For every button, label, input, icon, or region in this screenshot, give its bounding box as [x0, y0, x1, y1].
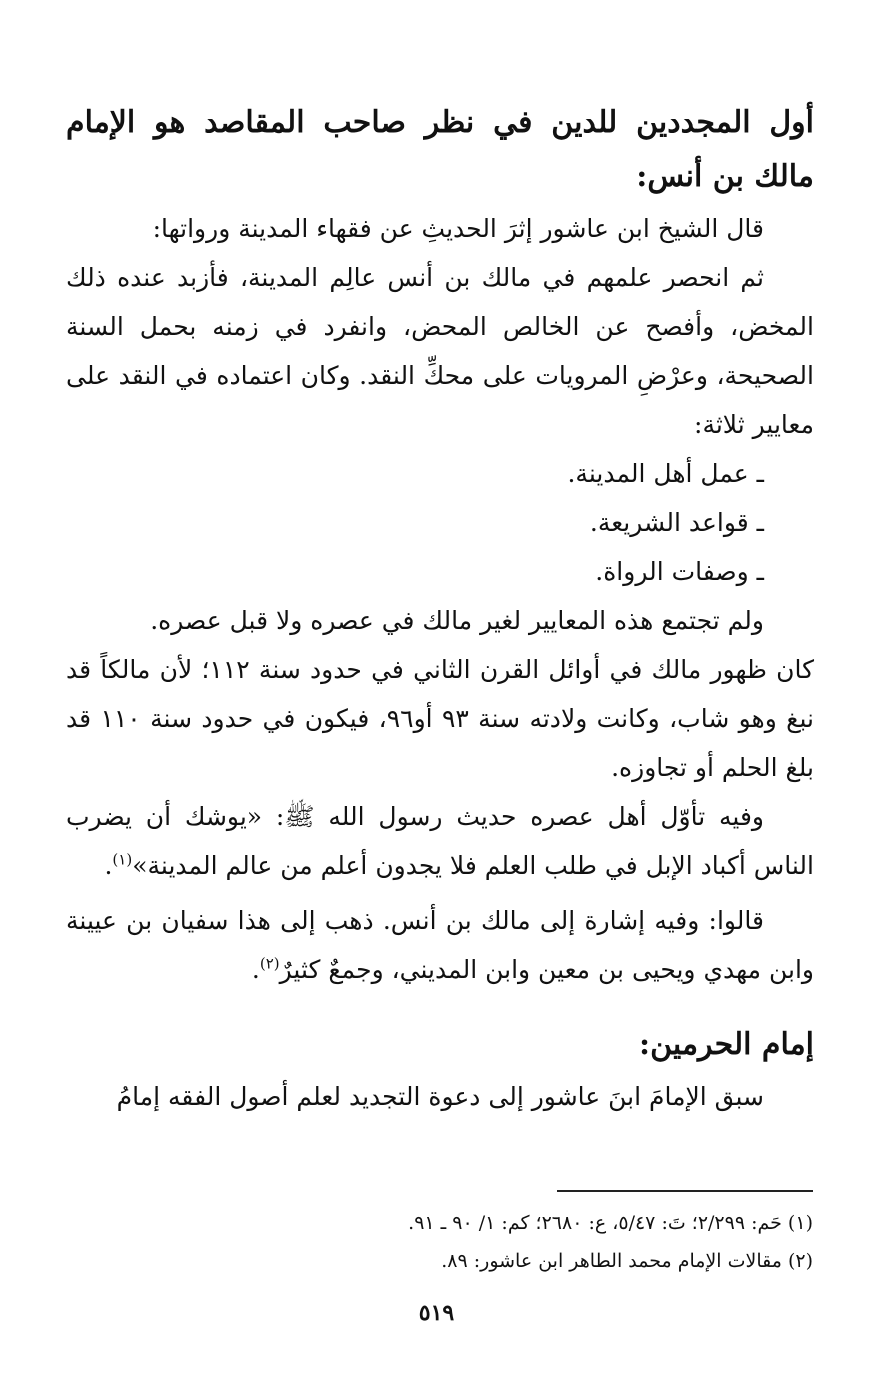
paragraph-hadith	[66, 792, 814, 890]
list-item-criterion-3: ـ وصفات الرواة.	[595, 557, 764, 586]
scholars-text: قالوا: وفيه إشارة إلى مالك بن أنس. ذهب إلى هذا سفيان بن عيينة وابن مهدي ويحيى بن معين وابن المديني، وجمعٌ كثيرٌ	[66, 906, 814, 984]
list-item-criterion-1: ـ عمل أهل المدينة.	[567, 459, 764, 488]
hadith-end: .	[104, 851, 113, 880]
paragraph-intro: قال الشيخ ابن عاشور إثرَ الحديثِ عن فقهاء المدينة ورواتها:	[152, 214, 764, 243]
footnote-ref-1[interactable]: (١)	[112, 850, 133, 869]
footnote-1: (١) حَم: ٢/٢٩٩؛ تَ: ٥/٤٧، ع: ٢٦٨٠؛ كم: ١/ ٩٠ ـ ٩١.	[408, 1212, 813, 1234]
footnote-2: (٢) مقالات الإمام محمد الطاهر ابن عاشور: ٨٩.	[441, 1250, 813, 1272]
paragraph-malik-era: كان ظهور مالك في أوائل القرن الثاني في حدود سنة ١١٢؛ لأن مالكاً قد نبغ وهو شاب، وكانت ولادته سنة ٩٣ أو٩٦، فيكون في حدود سنة ١١٠ قد بلغ الحلم أو تجاوزه.	[66, 655, 814, 782]
paragraph-haramayn: سبق الإمامَ ابنَ عاشور إلى دعوة التجديد لعلم أصول الفقه إمامُ	[116, 1082, 764, 1111]
paragraph-criteria-note: ولم تجتمع هذه المعايير لغير مالك في عصره ولا قبل عصره.	[150, 606, 764, 635]
paragraph-quote: ثم انحصر علمهم في مالك بن أنس عالِم المدينة، فأزبد عنده ذلك المخض، وأفصح عن الخالص المحض، وانفرد في زمنه بحمل السنة الصحيحة، وعرْضِ المرويات على محكِّ النقد. وكان اعتماده في النقد على معايير ثلاثة:	[66, 263, 814, 439]
section-heading-haramayn: إمام الحرمين:	[639, 1027, 814, 1062]
scholars-end: .	[251, 955, 260, 984]
footnotes	[65, 1204, 813, 1280]
hadith-text: وفيه تأوّل أهل عصره حديث رسول الله ﷺ: «يوشك أن يضرب الناس أكباد الإبل في طلب العلم فلا يجدون أعلم من عالم المدينة»	[66, 802, 814, 880]
section-heading-malik: أول المجددين للدين في نظر صاحب المقاصد هو الإمام مالك بن أنس:	[66, 105, 814, 194]
footnote-divider	[557, 1190, 813, 1192]
footnote-ref-2[interactable]: (٢)	[259, 954, 280, 973]
page-body	[66, 96, 814, 1121]
list-item-criterion-2: ـ قواعد الشريعة.	[589, 508, 764, 537]
paragraph-scholars	[66, 896, 814, 994]
page-number: ٥١٩	[418, 1300, 455, 1326]
